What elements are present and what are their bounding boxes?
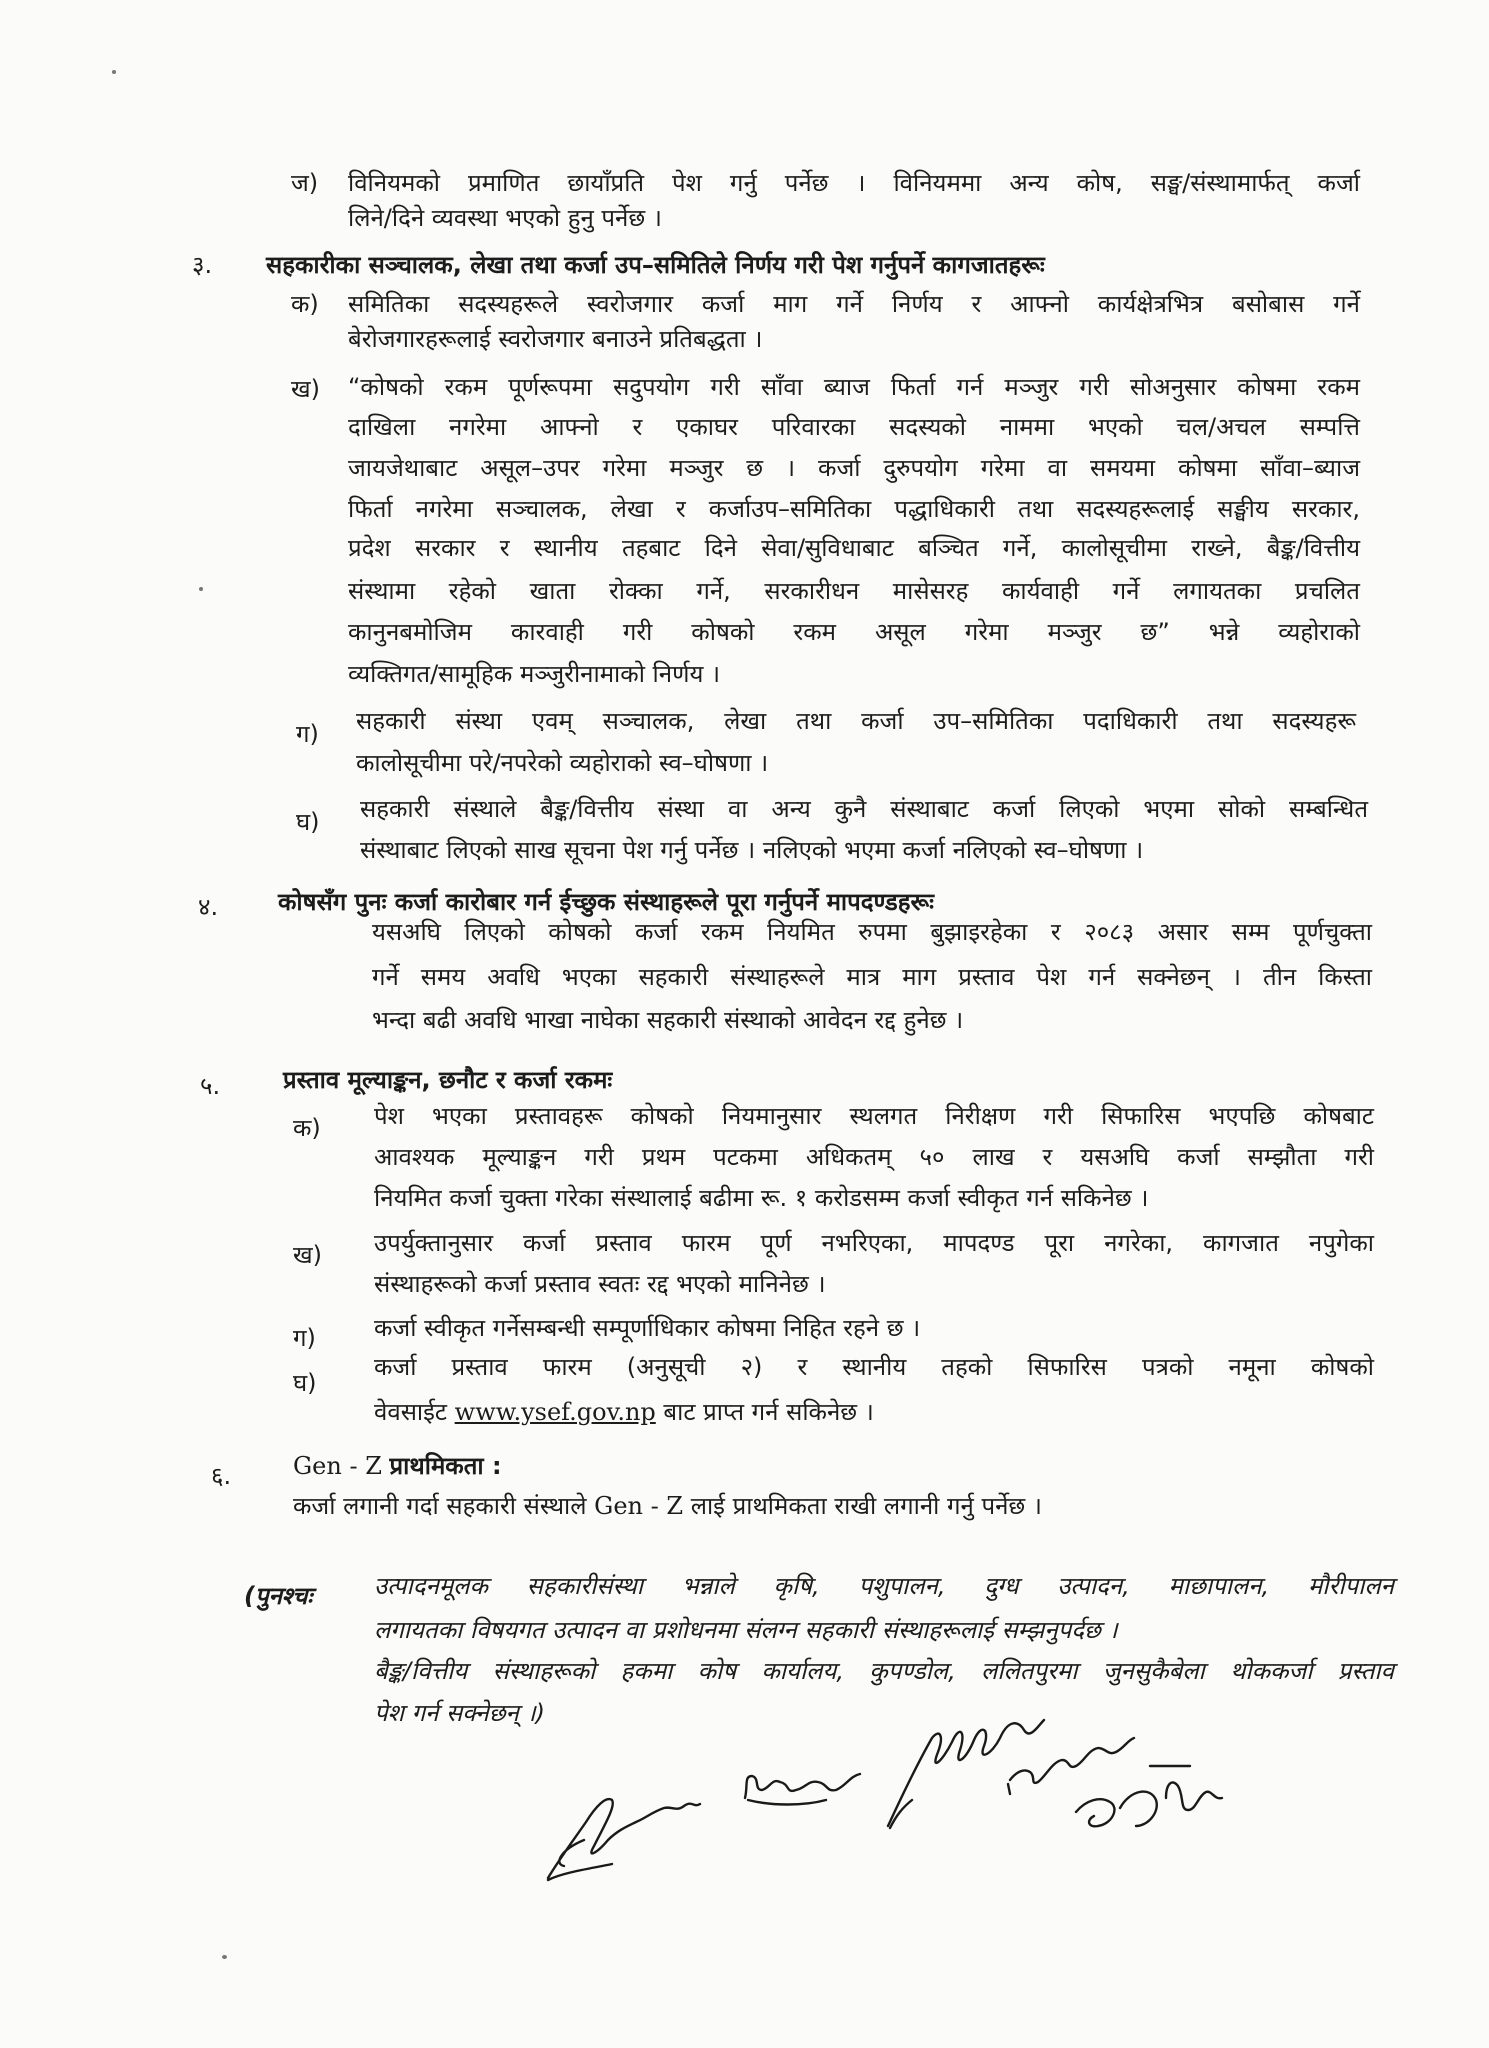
signature-3 <box>888 1720 1044 1828</box>
signature-2 <box>745 1774 860 1805</box>
item-text-line: कालोसूचीमा परे/नपरेको व्यहोराको स्व–घोषणा । <box>356 749 769 777</box>
item-marker: क) <box>293 1114 321 1142</box>
signature-4 <box>1076 1766 1222 1826</box>
postscript-line: पेश गर्न सक्नेछन् ।) <box>374 1699 545 1727</box>
priority-heading: प्राथमिकता : <box>389 1452 502 1480</box>
item-marker: क) <box>291 290 319 318</box>
item-text-line: फिर्ता नगरेमा सञ्चालक, लेखा र कर्जाउप–समितिका पद्धाधिकारी तथा सदस्यहरूलाई सङ्घीय सरकार, <box>348 495 1360 523</box>
section-text-line: भन्दा बढी अवधि भाखा नाघेका सहकारी संस्थाको आवेदन रद्द हुनेछ । <box>372 1006 964 1034</box>
postscript-line: लगायतका विषयगत उत्पादन वा प्रशोधनमा संलग्न सहकारी संस्थाहरूलाई सम्झनुपर्दछ । <box>374 1616 1118 1644</box>
item-text-line: “कोषको रकम पूर्णरूपमा सदुपयोग गरी साँवा ब्याज फिर्ता गर्न मञ्जुर गरी सोअनुसार कोषमा रकम <box>348 373 1360 401</box>
section-heading: प्रस्ताव मूल्याङ्कन, छनौट र कर्जा रकमः <box>283 1066 613 1094</box>
text-prefix: वेवसाईट <box>374 1398 448 1426</box>
item-text-line: नियमित कर्जा चुक्ता गरेका संस्थालाई बढीमा रू. १ करोडसम्म कर्जा स्वीकृत गर्न सकिनेछ । <box>374 1184 1149 1212</box>
item-text-line: कर्जा प्रस्ताव फारम (अनुसूची २) र स्थानीय तहको सिफारिस पत्रको नमूना कोषको <box>374 1353 1374 1381</box>
section-heading: कोषसँग पुनः कर्जा कारोबार गर्न ईच्छुक संस्थाहरूले पूरा गर्नुपर्ने मापदण्डहरूः <box>278 888 934 916</box>
item-text-line: प्रदेश सरकार र स्थानीय तहबाट दिने सेवा/सुविधाबाट बञ्चित गर्ने, कालोसूचीमा राख्ने, बैङ्क/वित्तीय <box>348 534 1360 562</box>
postscript-line: उत्पादनमूलक सहकारीसंस्था भन्नाले कृषि, पशुपालन, दुग्ध उत्पादन, माछापालन, मौरीपालन <box>374 1572 1394 1600</box>
item-marker: ज) <box>291 169 319 197</box>
item-text-line: बेरोजगारहरूलाई स्वरोजगार बनाउने प्रतिबद्धता । <box>348 325 763 353</box>
item-marker: घ) <box>293 1369 317 1397</box>
item-text-line: व्यक्तिगत/सामूहिक मञ्जुरीनामाको निर्णय । <box>348 660 721 688</box>
text-suffix: बाट प्राप्त गर्न सकिनेछ । <box>663 1398 874 1426</box>
item-text-line: आवश्यक मूल्याङ्कन गरी प्रथम पटकमा अधिकतम् ५० लाख र यसअघि कर्जा सम्झौता गरी <box>374 1143 1374 1171</box>
scan-speck <box>222 1955 227 1959</box>
item-marker: ग) <box>293 1324 316 1352</box>
item-text-line: कानुनबमोजिम कारवाही गरी कोषको रकम असूल गरेमा मञ्जुर छ” भन्ने व्यहोराको <box>348 618 1360 646</box>
item-text-line: लिने/दिने व्यवस्था भएको हुनु पर्नेछ । <box>348 204 662 232</box>
item-marker: ख) <box>293 1241 322 1269</box>
item-marker: घ) <box>296 808 320 836</box>
item-text-line: सहकारी संस्था एवम् सञ्चालक, लेखा तथा कर्जा उप–समितिका पदाधिकारी तथा सदस्यहरू <box>356 707 1356 735</box>
gen-z-label: Gen - Z <box>594 1492 684 1520</box>
item-text-line: समितिका सदस्यहरूले स्वरोजगार कर्जा माग गर्ने निर्णय र आफ्नो कार्यक्षेत्रभित्र बसोबास गर्ने <box>348 290 1360 318</box>
section-text-line: गर्ने समय अवधि भएका सहकारी संस्थाहरूले मात्र माग प्रस्ताव पेश गर्न सक्नेछन् । तीन किस्ता <box>372 963 1372 991</box>
section-number: ३. <box>192 251 213 279</box>
section-heading: सहकारीका सञ्चालक, लेखा तथा कर्जा उप–समितिले निर्णय गरी पेश गर्नुपर्ने कागजातहरूः <box>266 251 1045 279</box>
item-text-line: पेश भएका प्रस्तावहरू कोषको नियमानुसार स्थलगत निरीक्षण गरी सिफारिस भएपछि कोषबाट <box>374 1102 1374 1130</box>
item-marker: ग) <box>296 720 319 748</box>
scan-speck <box>199 587 203 591</box>
item-text-line: जायजेथाबाट असूल–उपर गरेमा मञ्जुर छ । कर्जा दुरुपयोग गरेमा वा समयमा कोषमा साँवा–ब्याज <box>348 454 1360 482</box>
section-number: ६. <box>211 1462 232 1490</box>
website-link[interactable]: www.ysef.gov.np <box>454 1398 656 1426</box>
postscript-line: बैङ्क/वित्तीय संस्थाहरूको हकमा कोष कार्यालय, कुपण्डोल, ललितपुरमा जुनसुकैबेला थोककर्जा प्रस्ताव <box>374 1657 1394 1685</box>
section-number: ४. <box>198 893 219 921</box>
text-part: लाई प्राथमिकता राखी लगानी गर्नु पर्नेछ । <box>690 1492 1042 1520</box>
item-text-line: सहकारी संस्थाले बैङ्क/वित्तीय संस्था वा अन्य कुनै संस्थाबाट कर्जा लिएको भएमा सोको सम्बन्धित <box>360 795 1368 823</box>
signature-3-date <box>1008 1738 1134 1794</box>
item-text-line: विनियमको प्रमाणित छायाँप्रति पेश गर्नु पर्नेछ । विनियममा अन्य कोष, सङ्घ/संस्थामार्फत् कर्जा <box>348 169 1360 197</box>
item-marker: ख) <box>291 375 320 403</box>
signature-1 <box>548 1799 700 1880</box>
postscript-label: (पुनश्चः <box>244 1582 313 1610</box>
text-part: कर्जा लगानी गर्दा सहकारी संस्थाले <box>293 1492 587 1520</box>
item-text-line: संस्थाहरूको कर्जा प्रस्ताव स्वतः रद्द भएको मानिनेछ । <box>374 1270 826 1298</box>
section-text-line: यसअघि लिएको कोषको कर्जा रकम नियमित रुपमा बुझाइरहेका र २०८३ असार सम्म पूर्णचुक्ता <box>372 918 1372 946</box>
gen-z-label: Gen - Z <box>293 1452 382 1480</box>
scan-speck <box>112 70 116 74</box>
section-number: ५. <box>200 1072 221 1100</box>
item-text-line: उपर्युक्तानुसार कर्जा प्रस्ताव फारम पूर्ण नभरिएका, मापदण्ड पूरा नगरेका, कागजात नपुगेका <box>374 1229 1374 1257</box>
item-text-line: कर्जा स्वीकृत गर्नेसम्बन्धी सम्पूर्णाधिकार कोषमा निहित रहने छ । <box>374 1314 921 1342</box>
item-text-line: संस्थाबाट लिएको साख सूचना पेश गर्नु पर्नेछ । नलिएको भएमा कर्जा नलिएको स्व–घोषणा । <box>360 836 1144 864</box>
item-text-line: संस्थामा रहेको खाता रोक्का गर्ने, सरकारीधन मासेसरह कार्यवाही गर्ने लगायतका प्रचलित <box>348 577 1360 605</box>
item-text-line: दाखिला नगरेमा आफ्नो र एकाघर परिवारका सदस्यको नाममा भएको चल/अचल सम्पत्ति <box>348 413 1360 441</box>
